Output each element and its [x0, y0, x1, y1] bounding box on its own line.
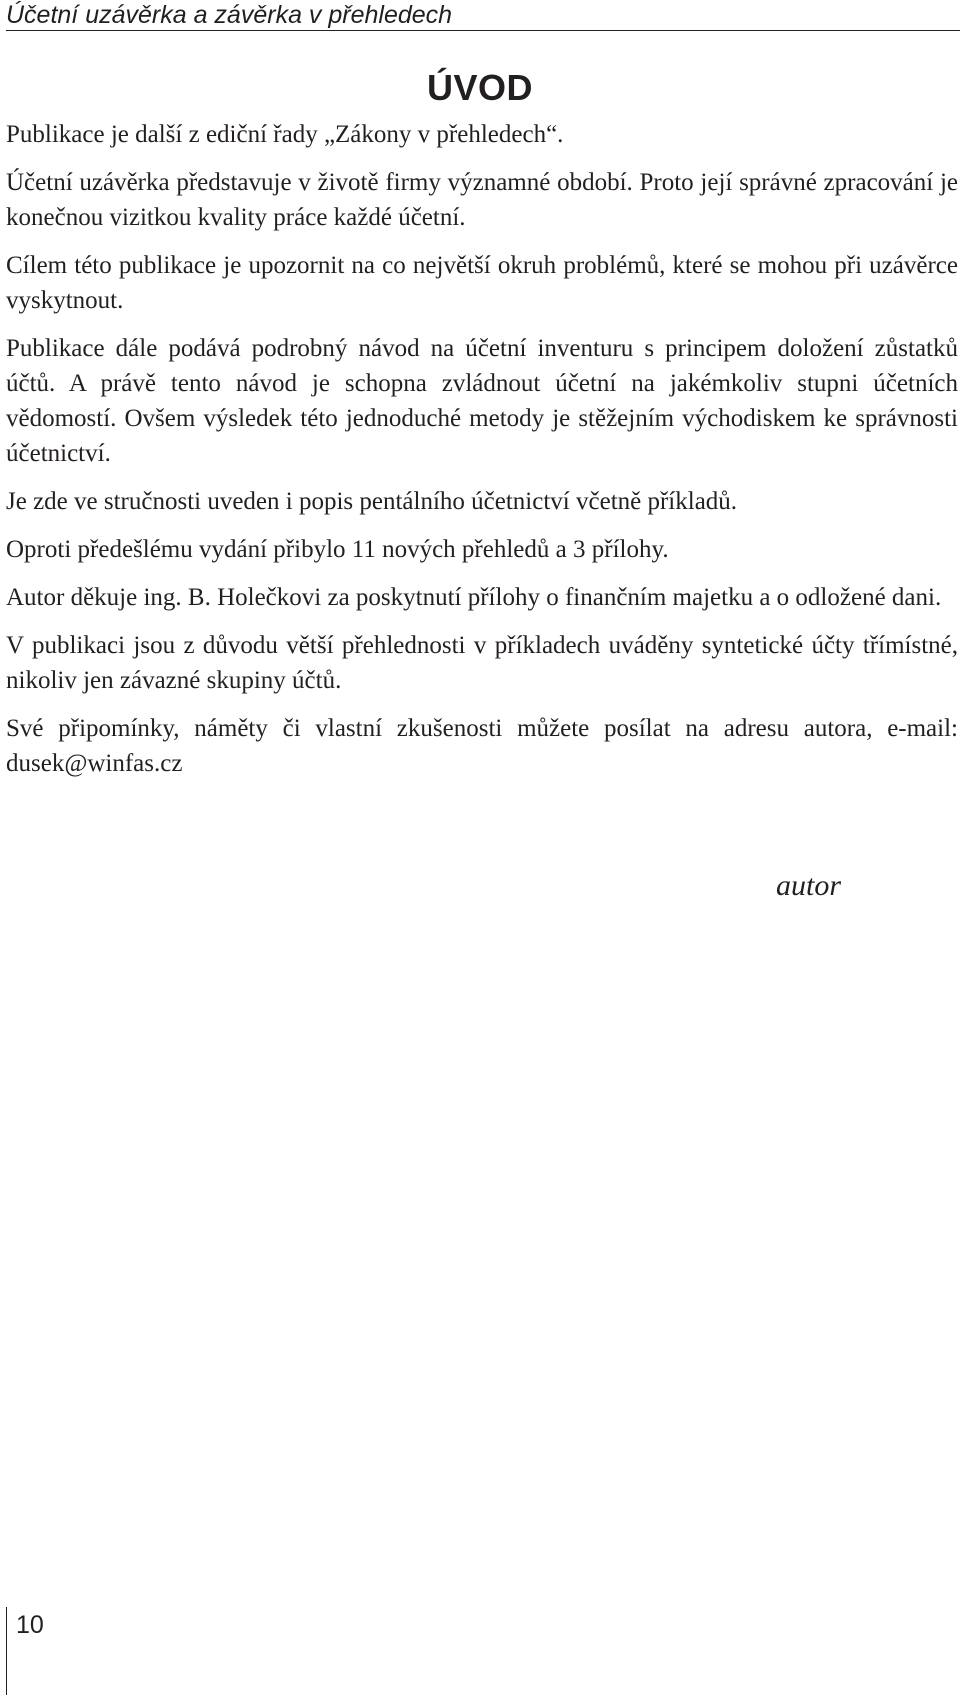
paragraph: Své připomínky, náměty či vlastní zkušenosti můžete posílat na adresu autora, e-mail: dusek@winfas.cz — [6, 715, 958, 777]
body-text — [6, 117, 958, 794]
page-number-rule — [6, 1607, 7, 1695]
paragraph: Autor děkuje ing. B. Holečkovi za poskytnutí přílohy o finančním majetku a o odložené dani. — [6, 584, 942, 611]
paragraph: Cílem této publikace je upozornit na co největší okruh problémů, které se mohou při uzávěrce vyskytnout. — [6, 252, 958, 314]
paragraph: Účetní uzávěrka představuje v životě firmy významné období. Proto její správné zpracování je konečnou vizitkou kvality práce každé účetní. — [6, 169, 958, 231]
page-number: 10 — [16, 1611, 44, 1639]
paragraph: Publikace dále podává podrobný návod na účetní inventuru s principem doložení zůstatků účtů. A právě tento návod je schopna zvládnout účetní na jakémkoliv stupni účetních vědomostí. Ovšem výsledek této jednoduché metody je stěžejním východiskem ke správnosti účetnictví. — [6, 335, 958, 467]
page-title: ÚVOD — [426, 67, 533, 108]
paragraph: V publikaci jsou z důvodu větší přehlednosti v příkladech uváděny syntetické účty třímístné, nikoliv jen závazné skupiny účtů. — [6, 632, 958, 694]
paragraph: Je zde ve stručnosti uveden i popis pentálního účetnictví včetně příkladů. — [6, 488, 738, 515]
paragraph: Publikace je další z ediční řady „Zákony v přehledech“. — [6, 121, 564, 148]
author-signature: autor — [776, 869, 842, 902]
running-header: Účetní uzávěrka a závěrka v přehledech — [6, 0, 960, 31]
paragraph: Oproti předešlému vydání přibylo 11 nových přehledů a 3 přílohy. — [6, 536, 669, 563]
